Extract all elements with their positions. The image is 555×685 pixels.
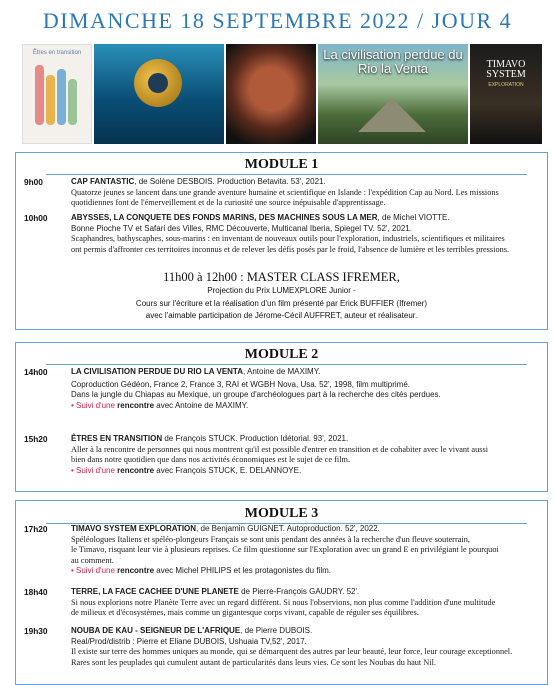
page-title: DIMANCHE 18 SEPTEMBRE 2022 / JOUR 4 (42, 8, 513, 33)
film-description: Si nous explorions notre Planète Terre avec un regard différent. Si nous l'observions, non plus comme l'addition d'une multitude (71, 597, 496, 607)
divider (46, 174, 527, 175)
film-title: ABYSSES, LA CONQUETE DES FONDS MARINS, DES MACHINES SOUS LA MER (71, 213, 378, 222)
film-description: ont permis d'affronter ces territoires inconnus et de relever les défis posés par le froid, l'absence de lumière et les terribles pressions. (71, 244, 510, 254)
bullet: • Suivi d'une (71, 400, 118, 410)
module-title: MODULE 3 (244, 506, 319, 521)
poster-nouba (226, 44, 316, 144)
encounter-line (71, 566, 541, 577)
entry-content (71, 587, 541, 619)
film-credits: , de Michel VIOTTE. (377, 213, 450, 222)
pyramid-icon (358, 98, 426, 132)
film-credits: de Pierre-François GAUDRY. 52'. (238, 587, 360, 596)
bullet: • Suivi d'une (71, 465, 118, 475)
film-title: NOUBA DE KAU - SEIGNEUR DE L'AFRIQUE (71, 626, 241, 635)
film-production: Bonne Pioche TV et Safari des Villes, RMC Découverte, Multicanal Iberia, Spiegel TV. 52', 2021. (71, 223, 412, 233)
master-class-title: 11h00 à 12h00 : MASTER CLASS IFREMER, (163, 270, 400, 284)
poster-title: La civilisation perdue du Rio la Venta (323, 47, 463, 76)
poster-graphic (35, 65, 77, 125)
master-class-line: avec l'aimable participation de Jérome-Cécil AUFFRET, auteur et réalisateur. (145, 311, 418, 320)
poster-abysses (94, 44, 224, 144)
entry-content (71, 626, 541, 668)
entry-content (71, 434, 541, 476)
entry-time: 15h20 (24, 434, 48, 444)
film-production: Real/Prod/distrib : Pierre et Eliane DUBOIS, Ushuaia TV,52', 2017. (71, 636, 307, 646)
encounter-line (71, 401, 541, 412)
bullet: • Suivi d'une (71, 566, 118, 575)
encounter-line (71, 466, 541, 477)
encounter-guests: avec Antoine de MAXIMY. (154, 400, 249, 410)
module-title: MODULE 2 (244, 347, 319, 362)
film-description: Rares sont les peuplades qui cumulent autant de particularités dans leurs vies. Ce sont les Noubas du haut Nil. (71, 657, 436, 667)
film-description: Dans la jungle du Chiapas au Mexique, un groupe d'archéologues part à la recherche des cités perdues. (71, 390, 441, 399)
film-description: au comment. (71, 555, 114, 565)
film-credits: , de Pierre DUBOIS. (240, 626, 313, 635)
film-title: TIMAVO SYSTEM EXPLORATION (71, 524, 197, 533)
entry-time: 19h30 (24, 626, 48, 636)
divider (46, 364, 527, 365)
entry-content (71, 213, 541, 255)
film-description: Quatorze jeunes se lancent dans une grande aventure humaine et scientifique en Islande : l'expédition Cap au Nord. Les missions (71, 187, 499, 197)
encounter-guests: avec François STUCK, E. DELANNOYE. (154, 465, 302, 475)
film-description: bien dans notre quotidien que dans nos activités économiques est le sujet de ce film. (71, 455, 351, 464)
entry-time: 17h20 (24, 524, 48, 534)
poster-strip (22, 44, 542, 144)
film-title: ÊTRES EN TRANSITION (71, 434, 163, 443)
entry-content (71, 524, 541, 577)
poster-rio-la-venta (318, 44, 468, 144)
encounter-label: rencontre (117, 400, 155, 410)
entry-time: 14h00 (24, 367, 48, 377)
film-title: LA CIVILISATION PERDUE DU RIO LA VENTA (71, 367, 244, 376)
encounter-guests: avec Michel PHILIPS et les protagonistes du film. (154, 566, 332, 575)
film-description: Spéléologues Italiens et spéléo-plongeurs Français se sont unis pendant des années à la recherche d'un fleuve souterrain, (71, 534, 470, 544)
entry-content (71, 367, 541, 411)
master-class (16, 270, 547, 323)
film-title: TERRE, LA FACE CACHEE D'UNE PLANETE (71, 587, 239, 596)
module-2 (15, 342, 548, 492)
poster-title: TIMAVO SYSTEM (486, 59, 526, 80)
module-1 (15, 152, 548, 330)
encounter-label: rencontre (117, 465, 155, 475)
film-description: Aller à la rencontre de personnes qui nous montrent qu'il est possible d'entrer en transition et de cohabiter avec le vivant aussi (71, 444, 489, 454)
film-credits: , Antoine de MAXIMY. (243, 367, 321, 376)
film-description: Scaphandres, bathyscaphes, sous-marins : en inventant de nouveaux outils pour l'exploration, industriels, scientifiques et militaires (71, 234, 505, 243)
film-description: de milieux et d'écosystèmes, mais comme un gigantesque corps vivant, capable de réguler ses équilibres. (71, 608, 419, 617)
entry-time: 9h00 (24, 177, 43, 187)
encounter-label: rencontre (117, 566, 155, 575)
diving-bell-icon (134, 59, 182, 107)
entry-time: 18h40 (24, 587, 48, 597)
film-description: quotidiennes font de l'émerveillement et de la curiosité une source inépuisable d'apprentissage. (71, 198, 386, 207)
film-description: Il existe sur terre des hommes uniques au monde, qui se démarquent des autres par leur beauté, leur force, leur courage exceptionnel. (71, 647, 513, 656)
film-title: CAP FANTASTIC (71, 177, 135, 186)
module-3 (15, 500, 548, 685)
module-title: MODULE 1 (244, 157, 319, 172)
film-credits: , de Solène DESBOIS. Production Betavita. 53', 2021. (134, 177, 326, 186)
poster-timavo (470, 44, 542, 144)
film-production: Coproduction Gédéon, France 2, France 3, RAI et WGBH Nova, Usa. 52', 1998, film multiprimé. (71, 379, 411, 389)
poster-label: Êtres en transition (32, 50, 82, 56)
master-class-line: Projection du Prix LUMEXPLORE Junior - (207, 286, 356, 295)
poster-subtitle: EXPLORATION (488, 82, 524, 88)
film-credits: , de Benjamin GUIGNET. Autoproduction. 52', 2022. (196, 524, 380, 533)
film-credits: de François STUCK. Production Idétorial. 93', 2021. (162, 434, 349, 443)
master-class-line: Cours sur l'écriture et la réalisation d'un film présenté par Erick BUFFIER (Ifremer) (135, 298, 428, 308)
entry-time: 10h00 (24, 213, 48, 223)
entry-content (71, 177, 541, 209)
poster-etres-en-transition (22, 44, 92, 144)
film-description: le Timavo, risquant leur vie à plusieurs reprises. Ce film questionne sur l'Exploration avec un grand E en privilégiant le pourquoi (71, 545, 499, 554)
